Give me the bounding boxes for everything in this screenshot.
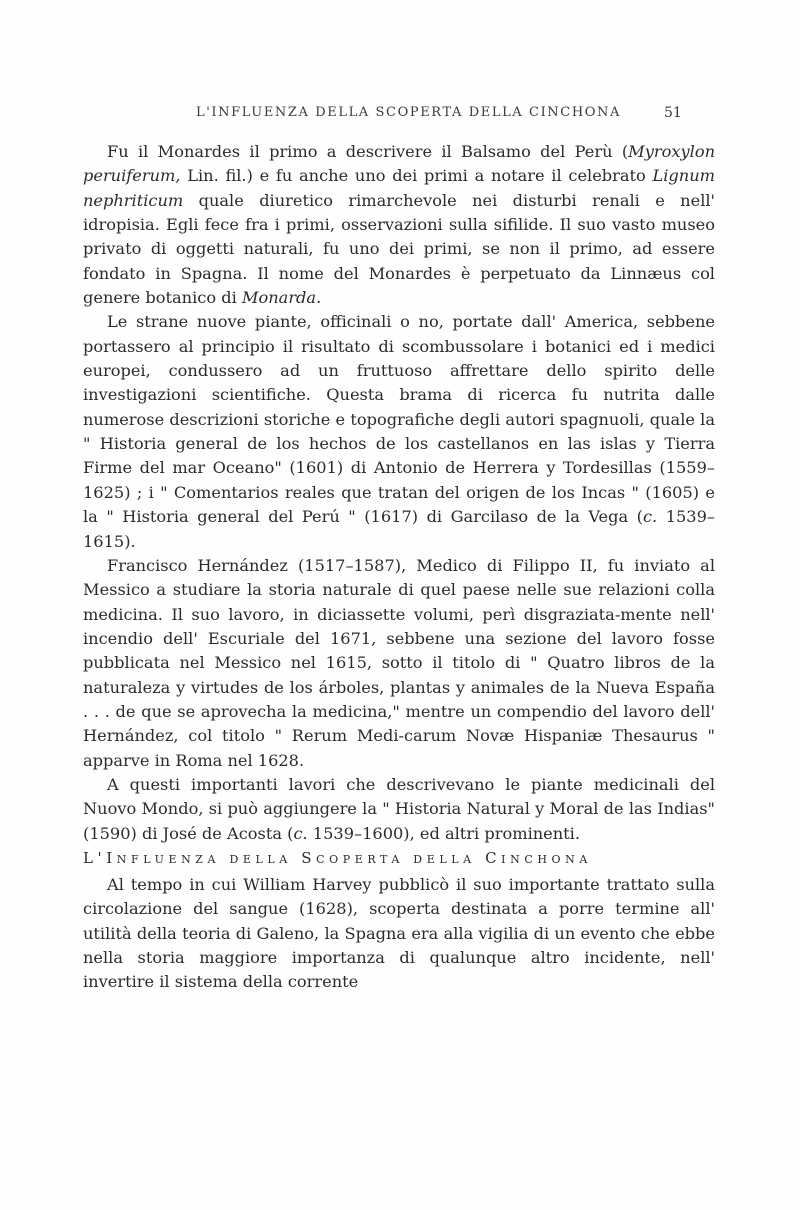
text-run: Lin. fil.) e fu anche uno dei primi a notare il celebrato — [180, 166, 653, 186]
text-run: A questi importanti lavori che descrivevano le piante medicinali del Nuovo Mondo, si può aggiungere la " Historia Natural y Moral de las Indias" (1590) di José de Acosta ( — [83, 774, 715, 843]
paragraph-acosta — [83, 773, 715, 846]
species-name: Lignum nephriticum — [83, 166, 715, 210]
text-run: quale diuretico rimarchevole nei disturbi renali e nell' idropisia. Egli fece fra i primi, osservazioni sulla sifilide. Il suo vasto museo privato di oggetti naturali, fu uno dei primi, se non il primo, ad essere fondato in Spagna. Il nome del Monardes è perpetuato da Linnæus col genere botanico di — [83, 190, 715, 308]
genus-name: Monarda. — [241, 288, 322, 308]
page-number: 51 — [664, 105, 682, 121]
paragraph-harvey — [83, 873, 715, 995]
text-run: Francisco Hernández (1517–1587), Medico di Filippo II, fu inviato al Messico a studiare la storia naturale di quel paese nelle sue relazioni colla medicina. Il suo lavoro, in diciassette volumi, perì disgraziata-mente nell' incendio dell' Escuriale del 1671, sebbene una sezione del lavoro fosse pubblicata nel Messico nel 1615, sotto il titolo di " Quatro libros de la naturaleza y virtudes de los árboles, plantas y animales de la Nueva España . . . de que se aprovecha la medicina," mentre un compendio del lavoro dell' Hernández, col titolo " Rerum Medi-carum Novæ Hispaniæ Thesaurus " apparve in Roma nel 1628. — [83, 555, 715, 770]
text-run: Fu il Monardes il primo a descrivere il Balsamo del Perù ( — [107, 142, 629, 161]
body-text — [83, 140, 715, 995]
paragraph-hernandez — [83, 554, 715, 773]
section-heading: L'Influenza della Scoperta della Cinchona — [83, 848, 592, 867]
text-run: 1539–1600), ed altri prominenti. — [307, 823, 581, 843]
text-run: Le strane nuove piante, officinali o no, portate dall' America, sebbene portassero al principio il risultato di scombussolare i botanici ed i medici europei, condussero ad un fruttuoso affrettare dello spirito delle investigazioni scientifiche. Questa brama di ricerca fu nutrita dalle numerose descrizioni storiche e topografiche degli autori spagnuoli, quale la " Historia general de los hechos de los castellanos en las islas y Tierra Firme del mar Oceano" (1601) di Antonio de Herrera y Tordesillas (1559–1625) ; i " Comentarios reales que tratan del origen de los Incas " (1605) e la " Historia general del Perú " (1617) di Garcilaso de la Vega ( — [83, 312, 715, 527]
text-run: Al tempo in cui William Harvey pubblicò il suo importante trattato sulla circolazione del sangue (1628), scoperta destinata a porre termine all' utilità della teoria di Galeno, la Spagna era alla vigilia di un evento che ebbe nella storia maggiore importanza di qualunque altro incidente, nell' invertire il sistema della corrente — [83, 874, 715, 992]
paragraph-monardes — [83, 140, 715, 310]
text-run: 1539–1615). — [83, 507, 716, 551]
species-name: Myroxylon peruiferum, — [83, 142, 715, 186]
paragraph-new-plants — [83, 310, 715, 553]
circa-abbrev: c. — [642, 507, 658, 527]
running-head: L'INFLUENZA DELLA SCOPERTA DELLA CINCHONA — [196, 105, 621, 120]
circa-abbrev: c. — [293, 823, 308, 843]
